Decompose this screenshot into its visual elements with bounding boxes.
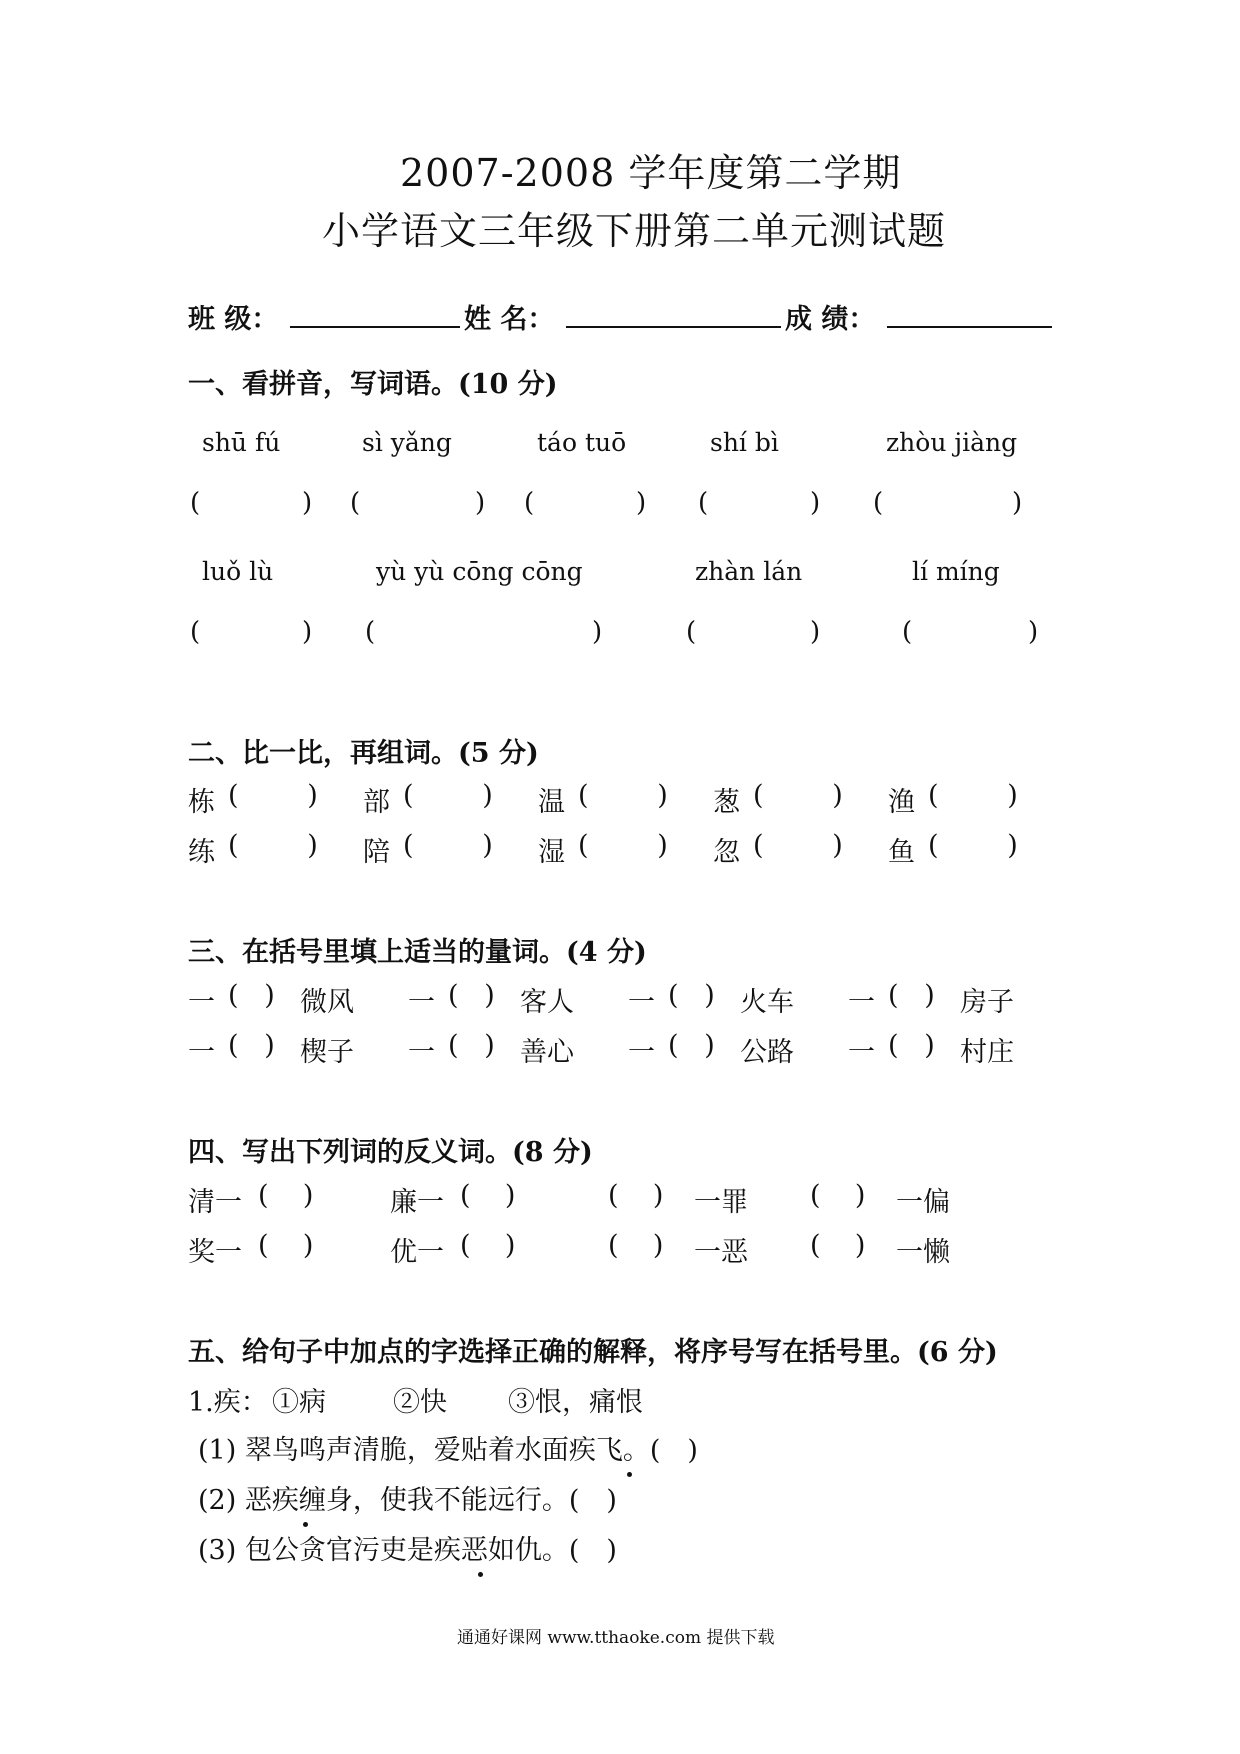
answer-box[interactable]: ( [350, 488, 361, 518]
char-item: 湿 [538, 837, 565, 868]
sentence: (2) 恶疾缠身，使我不能远行。( ) [198, 1485, 617, 1516]
answer-box[interactable]: ( ) [448, 980, 495, 1011]
char-item: 栋 [188, 787, 215, 818]
measure-noun: 客人 [520, 987, 574, 1018]
answer-box[interactable]: ( ) [228, 830, 318, 861]
answer-box[interactable]: ) [636, 488, 647, 518]
pinyin-item: yù yù cōng cōng [376, 557, 583, 586]
antonym-word: 一恶 [694, 1237, 748, 1268]
char-item: 温 [538, 787, 565, 818]
answer-box[interactable]: ) [810, 617, 821, 647]
answer-box[interactable]: ) [592, 617, 603, 647]
pinyin-item: shí bì [710, 428, 779, 457]
option: ②快 [393, 1387, 447, 1418]
answer-box[interactable]: ( [365, 617, 376, 647]
answer-box[interactable]: ( [686, 617, 697, 647]
pinyin-item: sì yǎng [362, 428, 452, 457]
char-item: 部 [363, 787, 390, 818]
pinyin-item: lí míng [912, 557, 1000, 586]
measure-noun: 微风 [300, 987, 354, 1018]
measure-noun: 火车 [740, 987, 794, 1018]
answer-box[interactable]: ( ) [403, 830, 493, 861]
measure-noun: 村庄 [960, 1037, 1014, 1068]
score-label: 成 绩： [785, 304, 876, 335]
pinyin-item: táo tuō [537, 428, 627, 457]
class-blank[interactable] [290, 326, 460, 328]
section-5-heading: 五、给句子中加点的字选择正确的解释，将序号写在括号里。(6 分) [188, 1337, 998, 1368]
measure-noun: 楔子 [300, 1037, 354, 1068]
answer-box[interactable]: ( ) [228, 1030, 275, 1061]
section-3-heading: 三、在括号里填上适当的量词。(4 分) [188, 937, 647, 968]
answer-box[interactable]: ( ) [578, 830, 668, 861]
answer-box[interactable]: ( [902, 617, 913, 647]
answer-box[interactable]: ) [302, 488, 313, 518]
answer-box[interactable]: ( [873, 488, 884, 518]
answer-box[interactable]: ) [810, 488, 821, 518]
answer-box[interactable]: ( ) [928, 830, 1018, 861]
name-blank[interactable] [566, 326, 781, 328]
answer-box[interactable]: ( ) [810, 1180, 866, 1211]
antonym-word: 清一 [188, 1187, 242, 1218]
name-label: 姓 名： [464, 304, 555, 335]
answer-box[interactable]: ( ) [608, 1180, 664, 1211]
title-line-1: 2007-2008 学年度第二学期 [400, 151, 902, 195]
score-blank[interactable] [887, 326, 1052, 328]
answer-box[interactable]: ( ) [888, 1030, 935, 1061]
measure-prefix: 一 [408, 987, 435, 1018]
section-1-heading: 一、看拼音，写词语。(10 分) [188, 369, 558, 400]
answer-box[interactable]: ( ) [888, 980, 935, 1011]
pinyin-item: zhàn lán [695, 557, 803, 586]
answer-box[interactable]: ( ) [448, 1030, 495, 1061]
answer-box[interactable]: ( [190, 488, 201, 518]
answer-box[interactable]: ( ) [460, 1180, 516, 1211]
section-4-heading: 四、写出下列词的反义词。(8 分) [188, 1137, 593, 1168]
char-item: 鱼 [888, 837, 915, 868]
pinyin-item: luǒ lù [202, 557, 274, 586]
answer-box[interactable]: ) [302, 617, 313, 647]
answer-box[interactable]: ( ) [608, 1230, 664, 1261]
antonym-word: 奖一 [188, 1237, 242, 1268]
measure-noun: 善心 [520, 1037, 574, 1068]
answer-box[interactable]: ( ) [228, 980, 275, 1011]
sentence: (1) 翠鸟鸣声清脆，爱贴着水面疾飞。( ) [198, 1435, 698, 1466]
answer-box[interactable]: ( ) [753, 780, 843, 811]
answer-box[interactable]: ( ) [460, 1230, 516, 1261]
measure-prefix: 一 [848, 1037, 875, 1068]
answer-box[interactable]: ( ) [578, 780, 668, 811]
answer-box[interactable]: ( ) [810, 1230, 866, 1261]
answer-box[interactable]: ( ) [258, 1230, 314, 1261]
char-item: 练 [188, 837, 215, 868]
answer-box[interactable]: ( ) [668, 980, 715, 1011]
answer-box[interactable]: ( ) [668, 1030, 715, 1061]
answer-box[interactable]: ) [1012, 488, 1023, 518]
measure-prefix: 一 [188, 1037, 215, 1068]
antonym-word: 一偏 [896, 1187, 950, 1218]
antonym-word: 优一 [390, 1237, 444, 1268]
answer-box[interactable]: ( [190, 617, 201, 647]
section-2-heading: 二、比一比，再组词。(5 分) [188, 738, 539, 769]
emphasis-dot [303, 1522, 308, 1527]
answer-box[interactable]: ( [698, 488, 709, 518]
sentence: (3) 包公贪官污吏是疾恶如仇。( ) [198, 1535, 617, 1566]
measure-prefix: 一 [628, 1037, 655, 1068]
char-item: 渔 [888, 787, 915, 818]
char-item: 陪 [363, 837, 390, 868]
question-label: 1.疾： [188, 1387, 268, 1418]
emphasis-dot [478, 1572, 483, 1577]
answer-box[interactable]: ( ) [403, 780, 493, 811]
class-label: 班 级： [188, 304, 279, 335]
answer-box[interactable]: ( ) [928, 780, 1018, 811]
measure-prefix: 一 [188, 987, 215, 1018]
answer-box[interactable]: ) [475, 488, 486, 518]
measure-prefix: 一 [848, 987, 875, 1018]
measure-noun: 房子 [960, 987, 1014, 1018]
antonym-word: 一懒 [896, 1237, 950, 1268]
answer-box[interactable]: ( ) [258, 1180, 314, 1211]
antonym-word: 廉一 [390, 1187, 444, 1218]
answer-box[interactable]: ) [1028, 617, 1039, 647]
option: ③恨，痛恨 [508, 1387, 643, 1418]
title-line-2: 小学语文三年级下册第二单元测试题 [322, 209, 947, 253]
char-item: 忽 [713, 837, 740, 868]
answer-box[interactable]: ( [524, 488, 535, 518]
measure-noun: 公路 [740, 1037, 794, 1068]
antonym-word: 一罪 [694, 1187, 748, 1218]
emphasis-dot [627, 1472, 632, 1477]
char-item: 葱 [713, 787, 740, 818]
answer-box[interactable]: ( ) [228, 780, 318, 811]
pinyin-item: shū fú [202, 428, 281, 457]
answer-box[interactable]: ( ) [753, 830, 843, 861]
footer-text: 通通好课网 www.tthaoke.com 提供下载 [457, 1628, 775, 1648]
measure-prefix: 一 [628, 987, 655, 1018]
option: ①病 [272, 1387, 326, 1418]
pinyin-item: zhòu jiàng [886, 428, 1018, 457]
measure-prefix: 一 [408, 1037, 435, 1068]
